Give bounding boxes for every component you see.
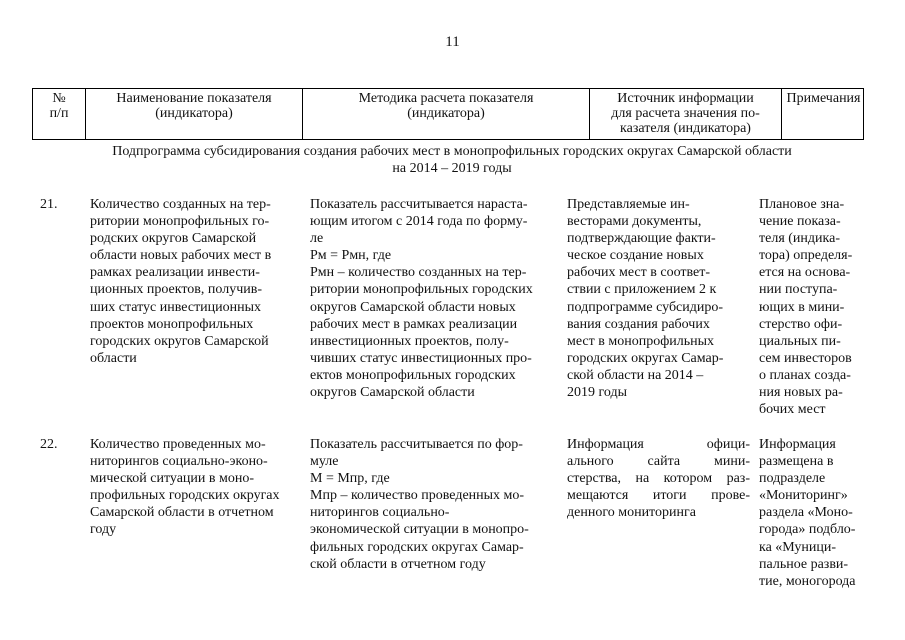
text-line: подразделе — [759, 471, 826, 487]
text-line: Информация офици- — [567, 437, 750, 452]
text-line: стерство офи- — [759, 316, 843, 332]
note — [759, 196, 871, 418]
text-line: профильных городских округах — [90, 488, 280, 504]
text-line: подтверждающие факти- — [567, 231, 716, 247]
text-line: города» подбло- — [759, 522, 856, 538]
text-line: муле — [310, 454, 339, 470]
text-line: на 2014 – 2019 годы — [392, 161, 512, 176]
text-line: пальное разви- — [759, 556, 849, 572]
text-line: денного мониторинга — [567, 505, 696, 521]
text-line: ального сайта мини- — [567, 454, 750, 470]
text-line: п/п — [49, 106, 69, 121]
text-line: Мпр – количество проведенных мо- — [310, 488, 525, 504]
header-col-method — [302, 89, 589, 139]
text-line: Плановое зна- — [759, 197, 845, 212]
text-line: городских округах Самар- — [567, 350, 724, 366]
text-line: Представляемые ин- — [567, 197, 690, 212]
calculation-method — [310, 196, 560, 401]
text-line: казателя (индикатора) — [620, 121, 751, 136]
indicator-name — [90, 196, 300, 367]
text-line: мест в монопрофильных — [567, 333, 715, 349]
text-line: году — [90, 522, 117, 538]
text-line: ка «Муници- — [759, 539, 837, 555]
text-line: Методика расчета показателя — [358, 91, 534, 106]
text-line: ритории монопрофильных го- — [90, 214, 270, 230]
text-line: ющих в мини- — [759, 299, 845, 315]
text-line: (индикатора) — [155, 106, 233, 121]
text-line: размещена в — [759, 454, 834, 470]
text-line: ниторингов социально- — [310, 505, 450, 521]
subprogram-title — [40, 143, 864, 177]
text-line: городских округов Самарской — [90, 333, 269, 349]
text-line: «Мониторинг» — [759, 488, 848, 504]
text-line: Источник информации — [617, 91, 754, 106]
note — [759, 436, 871, 590]
text-line: инвестиционных проектов, полу- — [310, 333, 509, 349]
text-line: Подпрограмма субсидирования создания рабочих мест в монопрофильных городских округах Самарской области — [112, 144, 792, 159]
text-line: № — [52, 91, 66, 106]
text-line: мической ситуации в моно- — [90, 471, 255, 487]
text-line: ших статус инвестиционных — [90, 299, 262, 315]
text-line: Наименование показателя — [116, 91, 272, 106]
text-line: нии поступа- — [759, 282, 838, 298]
text-line: экономической ситуации в монопро- — [310, 522, 529, 538]
text-line: рабочих мест в соответ- — [567, 265, 711, 281]
information-source — [567, 196, 749, 401]
header-col-source — [589, 89, 781, 139]
text-line: рабочих мест в рамках реализации — [310, 316, 518, 332]
text-line: сем инвесторов — [759, 350, 852, 366]
text-line: рамках реализации инвести- — [90, 265, 260, 281]
text-line: Количество проведенных мо- — [90, 437, 266, 452]
header-col-indicator-name — [85, 89, 302, 139]
text-line: циальных пи- — [759, 333, 841, 349]
header-col-note — [781, 89, 865, 139]
text-line: вания создания рабочих — [567, 316, 710, 332]
row-number: 21. — [40, 197, 58, 212]
text-line: для расчета значения по- — [611, 106, 760, 121]
text-line: ющим итогом с 2014 года по форму- — [310, 214, 528, 230]
text-line: ниторингов социально-эконо- — [90, 454, 268, 470]
text-line: о планах созда- — [759, 367, 851, 383]
text-line: Показатель рассчитывается по фор- — [310, 437, 523, 452]
text-line: округов Самарской области новых — [310, 299, 516, 315]
text-line: подпрограмме субсидиро- — [567, 299, 724, 315]
text-line: ской области на 2014 – — [567, 367, 704, 383]
text-line: бочих мест — [759, 402, 826, 418]
row-number: 22. — [40, 437, 58, 452]
text-line: М = Мпр, где — [310, 471, 390, 487]
text-line: Рм = Рмн, где — [310, 248, 392, 264]
text-line: ния новых ра- — [759, 385, 843, 401]
text-line: ется на основа- — [759, 265, 851, 281]
header-col-number — [33, 89, 85, 139]
text-line: Рмн – количество созданных на тер- — [310, 265, 527, 281]
text-line: раздела «Моно- — [759, 505, 853, 521]
indicator-name — [90, 436, 300, 539]
text-line: (индикатора) — [407, 106, 485, 121]
text-line: ритории монопрофильных городских — [310, 282, 533, 298]
text-line: проектов монопрофильных — [90, 316, 254, 332]
text-line: 2019 годы — [567, 385, 628, 401]
text-line: мещаются итоги прове- — [567, 488, 750, 504]
text-line: Количество созданных на тер- — [90, 197, 271, 212]
text-line: ствии с приложением 2 к — [567, 282, 717, 298]
page-number: 11 — [445, 34, 460, 50]
text-line: фильных городских округах Самар- — [310, 539, 524, 555]
text-line: Примечания — [786, 91, 861, 106]
text-line: теля (индика- — [759, 231, 840, 247]
text-line: ской области в отчетном году — [310, 556, 486, 572]
text-line: ектов монопрофильных городских — [310, 367, 516, 383]
text-line: чивших статус инвестиционных про- — [310, 350, 532, 366]
text-line: ционных проектов, получив- — [90, 282, 263, 298]
table-header — [32, 88, 864, 140]
text-line: тора) определя- — [759, 248, 853, 264]
text-line: весторами документы, — [567, 214, 702, 230]
text-line: чение показа- — [759, 214, 841, 230]
text-line: области новых рабочих мест в — [90, 248, 272, 264]
text-line: Самарской области в отчетном — [90, 505, 274, 521]
text-line: Показатель рассчитывается нараста- — [310, 197, 528, 212]
text-line: области — [90, 350, 137, 366]
text-line: Информация — [759, 437, 836, 452]
text-line: тие, моногорода — [759, 573, 856, 589]
text-line: родских округов Самарской — [90, 231, 257, 247]
text-line: ле — [310, 231, 324, 247]
text-line: ческое создание новых — [567, 248, 704, 264]
text-line: стерства, на котором раз- — [567, 471, 750, 487]
text-line: округов Самарской области — [310, 385, 475, 401]
information-source — [567, 436, 750, 521]
calculation-method — [310, 436, 560, 573]
